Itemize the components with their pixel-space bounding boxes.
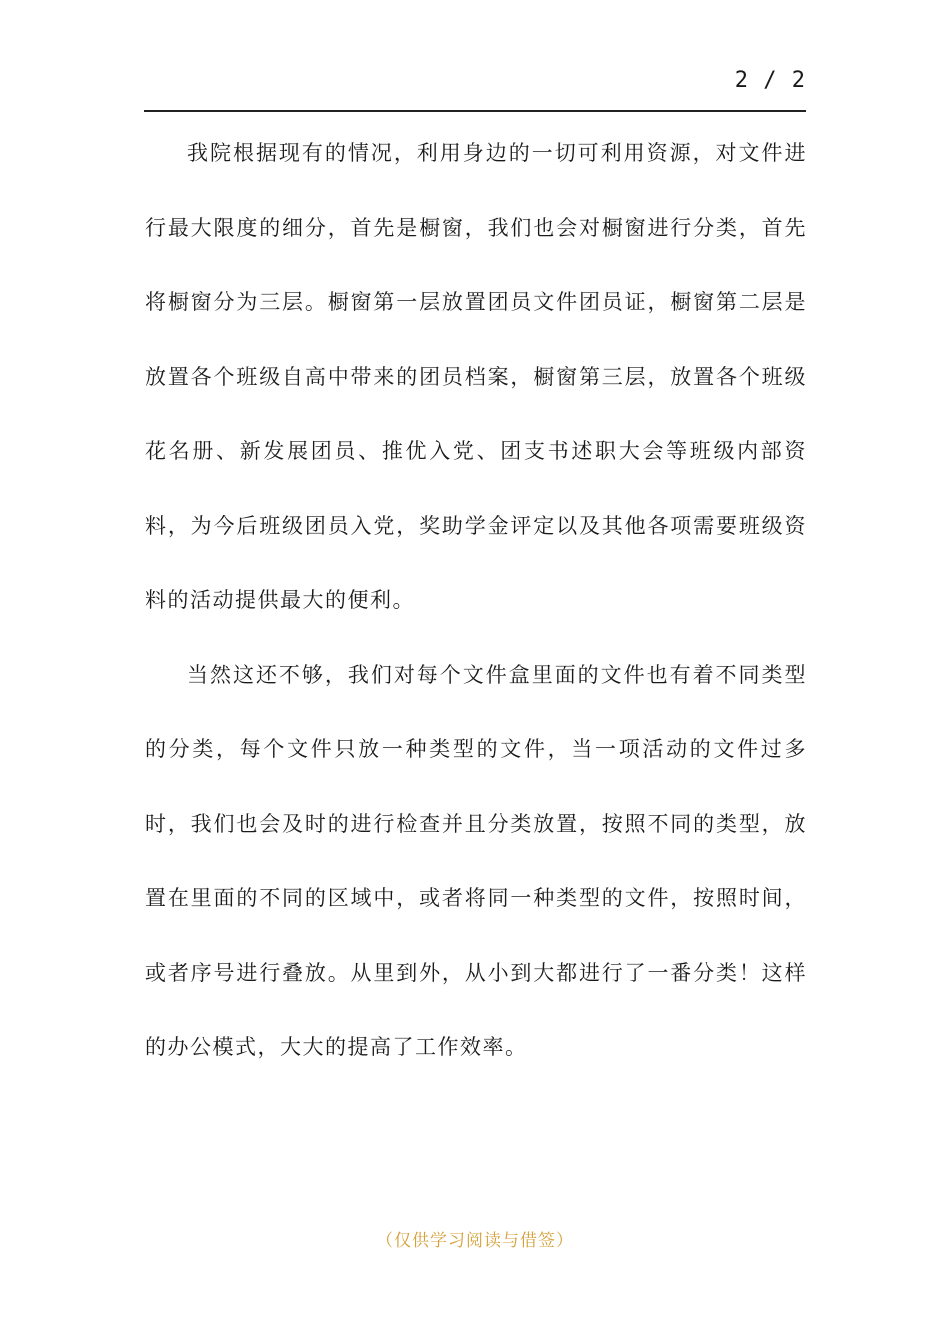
document-body [145, 116, 807, 1085]
page-number: 2 / 2 [734, 68, 806, 93]
footer-note: （仅供学习阅读与借签） [376, 1231, 574, 1251]
header-divider [144, 110, 806, 112]
paragraph-2: 当然这还不够，我们对每个文件盒里面的文件也有着不同类型的分类，每个文件只放一种类型的文件，当一项活动的文件过多时，我们也会及时的进行检查并且分类放置，按照不同的类型，放置在里面的不同的区域中，或者将同一种类型的文件，按照时间，或者序号进行叠放。从里到外，从小到大都进行了一番分类！这样的办公模式，大大的提高了工作效率。 [145, 662, 807, 1059]
paragraph-1: 我院根据现有的情况，利用身边的一切可利用资源，对文件进行最大限度的细分，首先是橱窗，我们也会对橱窗进行分类，首先将橱窗分为三层。橱窗第一层放置团员文件团员证，橱窗第二层是放置各个班级自高中带来的团员档案，橱窗第三层，放置各个班级花名册、新发展团员、推优入党、团支书述职大会等班级内部资料，为今后班级团员入党，奖助学金评定以及其他各项需要班级资料的活动提供最大的便利。 [145, 141, 807, 612]
